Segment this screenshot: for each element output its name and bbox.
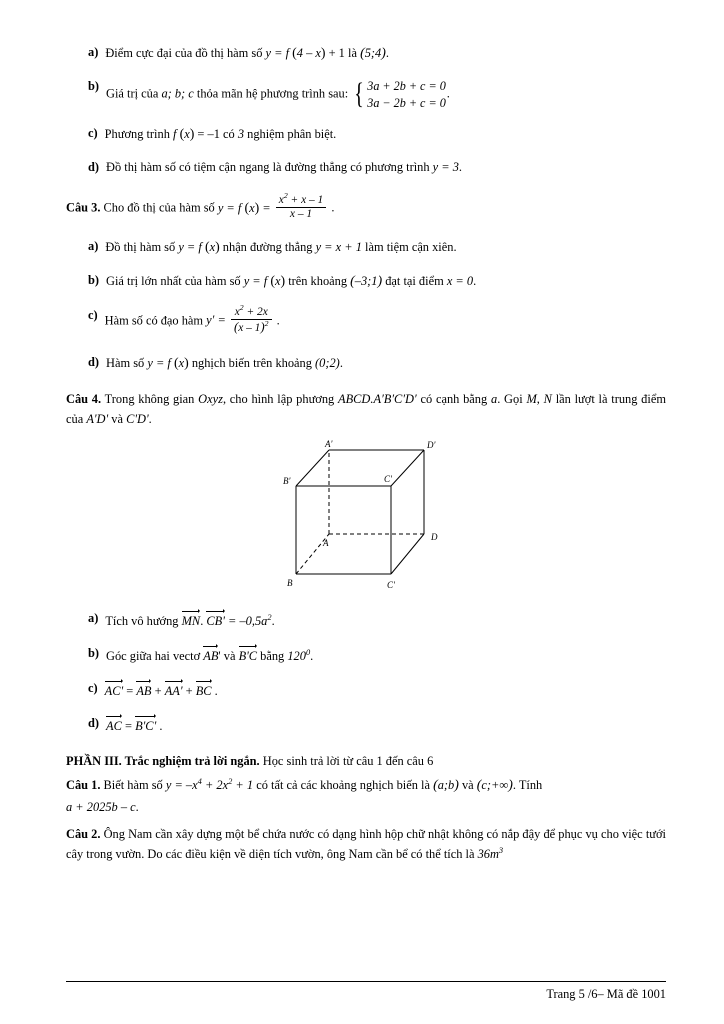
vertex-label-B1: B' (283, 475, 291, 486)
math-line: y = x + 1 (315, 240, 362, 255)
item-label: c) (88, 680, 98, 695)
list-item (66, 715, 666, 736)
fraction (231, 302, 272, 335)
item-text: Đồ thị hàm số y = f (x) nhận đường thẳng y = x + 1 làm tiệm cận xiên. (105, 240, 457, 256)
list-item (66, 610, 666, 631)
item-label: c) (88, 307, 98, 322)
math-volume: $36m^3$ (477, 845, 504, 862)
math-function: y = f (x) (243, 274, 286, 290)
item-label: b) (88, 645, 100, 660)
list-item (66, 159, 666, 177)
list-item (66, 44, 666, 64)
math-interval-1: (a;b) (433, 778, 459, 794)
fraction-denominator: (x – 1)$^2$ (231, 319, 272, 335)
item-text: Hàm số có đạo hàm y′ = $\frac{x^2 + 2x}{(x - 1)^2}$ . (104, 302, 280, 334)
item-text: Giá trị của a; b; c thỏa mãn hệ phương trình sau: { 3a + 2b + c = 0 3a − 2b + c = 0 . (106, 77, 450, 110)
vector-AB: AB (136, 680, 151, 701)
question-3-heading: Câu 3. Cho đồ thị của hàm số y = f (x) = $\frac{x^2 + x - 1}{x - 1}$ . (66, 191, 335, 221)
question-3-label: Câu 3. (66, 200, 101, 215)
fraction-numerator: $x^2 + 2x$ (234, 302, 268, 318)
math-edge: a (490, 391, 498, 406)
vector-AC: AC (106, 715, 122, 736)
math-expression: y = f (4 – x) + 1 (265, 46, 345, 61)
item-text: Đồ thị hàm số có tiệm cận ngang là đường thẳng có phương trình y = 3. (106, 160, 463, 175)
question-4-heading: Câu 4. Trong không gian Oxyz, cho hình lập phương ABCD.A′B′C′D′ có cạnh bằng a. Gọi M, N lần lượt là trung điểm của A'D' và C'D'. (66, 391, 666, 426)
question-4-label: Câu 4. (66, 391, 102, 406)
footer-text: Trang 5 /6– Mã đề 1001 (546, 987, 666, 1001)
page-footer (66, 981, 666, 1002)
cube-figure (66, 436, 666, 596)
vertex-label-C1: C' (384, 473, 392, 484)
math-point: (5;4) (360, 46, 386, 61)
item-label: b) (88, 273, 100, 288)
math-value: = $-0,5a^2$ (228, 611, 272, 628)
item-text: AC' = AB + AA' + BC . (105, 680, 666, 701)
list-item (66, 78, 666, 111)
math-variables: a; b; c (161, 86, 194, 101)
item-label: b) (88, 79, 100, 94)
math-interval-2: (c;+∞) (476, 778, 513, 794)
vector-CB1: CB' (206, 610, 224, 631)
math-interval: (0;2) (315, 355, 340, 370)
list-item (66, 125, 666, 145)
math-midpoint-1: A'D' (86, 411, 109, 426)
part3-question-1: Câu 1. Biết hàm số $y = -x^4 + 2x^2 + 1$ có tất cả các khoảng nghịch biến là (a;b) và (c;+∞). Tính a + 2025b – c. (66, 776, 543, 814)
vector-B1C1: B'C' (135, 715, 156, 736)
math-expression: a + 2025b – c (66, 799, 136, 814)
footer-divider (66, 981, 666, 982)
item-label: a) (88, 239, 99, 254)
item-label: d) (88, 354, 100, 369)
vector-AC1: AC' (105, 680, 123, 701)
vector-BC: BC (196, 680, 212, 701)
list-item (66, 272, 666, 292)
item-text: Góc giữa hai vectơ AB' và B'C bằng $120^0$. (106, 645, 666, 666)
vertex-label-D: D (431, 531, 438, 542)
math-derivative: y′ = $\frac{x^2 + 2x}{(x - 1)^2}$ (206, 313, 276, 327)
item-label: a) (88, 610, 99, 625)
part-3-title: PHẦN III. Trắc nghiệm trả lời ngắn. Học sinh trả lời từ câu 1 đến câu 6 (66, 753, 434, 768)
part3-q2-label: Câu 2. (66, 827, 101, 842)
brace: { (354, 77, 365, 110)
math-system (352, 78, 446, 111)
vertex-label-A1: A' (325, 438, 333, 449)
math-function: $y = -x^4 + 2x^2 + 1$ (165, 776, 254, 793)
vertex-label-D1: D' (427, 439, 436, 450)
fraction-denominator: x – 1 (276, 207, 326, 221)
math-equation-2: 3a − 2b + c = 0 (367, 95, 446, 110)
list-item (66, 354, 666, 374)
list-item (66, 680, 666, 701)
part3-q1-label: Câu 1. (66, 778, 101, 793)
vector-MN: MN (182, 610, 201, 631)
math-space: Oxyz (198, 391, 223, 406)
math-function: y = f (x) (178, 240, 220, 256)
item-text: AC = B'C' . (106, 715, 666, 736)
math-interval: (–3;1) (350, 274, 383, 290)
vertex-label-B: B (287, 577, 293, 588)
item-text: Điểm cực đại của đồ thị hàm số y = f (4 – x) + 1 là (5;4). (105, 46, 389, 61)
cube-diagram (201, 436, 531, 596)
fraction-numerator: $x^2 + x - 1$ (278, 191, 324, 207)
vertex-label-C: C' (387, 579, 395, 590)
math-midpoint-2: C'D' (126, 411, 149, 426)
item-label: a) (88, 45, 99, 59)
vector-AB1: AB (203, 645, 218, 666)
math-point-n: N (543, 391, 552, 406)
math-angle: $120^0$ (287, 646, 311, 663)
math-expression: f (x) = –1 (173, 126, 220, 142)
math-expression: y = f (x) = $\frac{x^2 + x - 1}{x - 1}$ (218, 201, 332, 215)
math-cube-name: ABCD.A′B′C′D′ (338, 391, 417, 406)
list-item (66, 645, 666, 666)
vertex-label-A: A (323, 537, 329, 548)
item-label: d) (88, 160, 100, 175)
item-text: Phương trình f (x) = –1 có 3 nghiệm phân biệt. (104, 126, 337, 142)
part3-question-2: Câu 2. Ông Nam cần xây dựng một bể chứa nước có dạng hình hộp chữ nhật không có nắp đậy để phục vụ cho việc tưới cây trong vườn. Do các điều kiện về diện tích vườn, ông Nam cần bể có thể tích là $36m^3$ (66, 827, 666, 862)
item-text: Giá trị lớn nhất của hàm số y = f (x) trên khoảng (–3;1) đạt tại điểm x = 0. (106, 274, 477, 290)
item-text: Tích vô hướng MN. $CB' = -0,5a^2$. (105, 610, 666, 631)
math-equation-1: 3a + 2b + c = 0 (367, 79, 446, 94)
item-label: d) (88, 715, 100, 730)
list-item (66, 302, 666, 336)
vector-B1C: B'C (239, 645, 257, 666)
part-3-title-bold: PHẦN III. Trắc nghiệm trả lời ngắn. (66, 753, 260, 768)
item-label: c) (88, 125, 98, 140)
math-point-m: M (526, 391, 537, 406)
math-function: y = f (x) (147, 355, 189, 371)
math-number: 3 (237, 126, 245, 141)
item-text: Hàm số y = f (x) nghịch biến trên khoảng (0;2). (106, 355, 343, 371)
vector-AA1: AA' (165, 680, 183, 701)
math-equation: y = 3 (432, 160, 459, 175)
fraction (276, 191, 326, 221)
math-point: x = 0 (446, 274, 474, 289)
list-item (66, 238, 666, 258)
